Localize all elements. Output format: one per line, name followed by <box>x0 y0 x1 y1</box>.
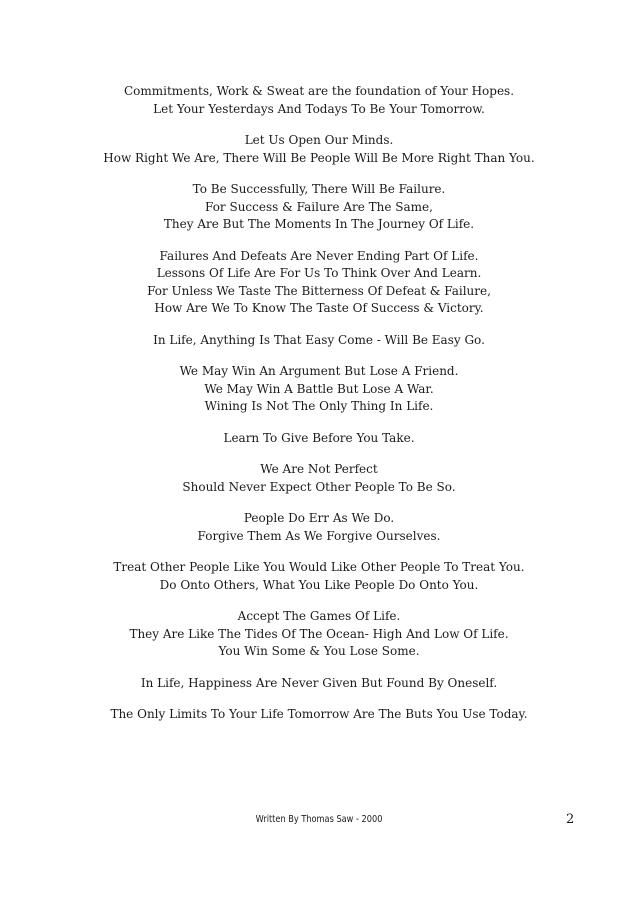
poem-line: Commitments, Work & Sweat are the foundation of Your Hopes. <box>123 84 515 98</box>
poem-body <box>0 83 638 738</box>
poem-line: In Life, Anything Is That Easy Come - Will Be Easy Go. <box>153 332 485 347</box>
poem-line: How Right We Are, There Will Be People Will Be More Right Than You. <box>103 150 535 165</box>
poem-line: For Unless We Taste The Bitterness Of Defeat & Failure, <box>147 283 491 298</box>
poem-line: We Are Not Perfect <box>260 462 378 476</box>
poem-line: Let Us Open Our Minds. <box>244 133 394 147</box>
poem-line: You Win Some & You Lose Some. <box>218 644 420 658</box>
poem-line: Lessons Of Life Are For Us To Think Over And Learn. <box>156 266 482 280</box>
poem-line: Let Your Yesterdays And Todays To Be Your Tomorrow. <box>153 101 485 116</box>
stanza <box>0 332 638 350</box>
poem-line: Should Never Expect Other People To Be So. <box>182 479 456 494</box>
poem-line: Accept The Games Of Life. <box>237 609 401 623</box>
poem-line: The Only Limits To Your Life Tomorrow Are The Buts You Use Today. <box>110 707 528 721</box>
poem-line: How Are We To Know The Taste Of Success & Victory. <box>154 301 484 315</box>
poem-line: For Success & Failure Are The Same, <box>205 199 433 214</box>
poem-line: We May Win A Battle But Lose A War. <box>204 381 434 396</box>
stanza <box>0 559 638 594</box>
stanza <box>0 608 638 661</box>
page-number: 2 <box>566 812 575 827</box>
poem-line: Do Onto Others, What You Like People Do Onto You. <box>159 577 479 592</box>
stanza <box>0 363 638 416</box>
stanza <box>0 706 638 724</box>
stanza <box>0 461 638 496</box>
poem-line: We May Win An Argument But Lose A Friend. <box>179 364 459 378</box>
poem-line: Forgive Them As We Forgive Ourselves. <box>197 528 441 543</box>
poem-line: Failures And Defeats Are Never Ending Part Of Life. <box>159 248 479 263</box>
stanza <box>0 675 638 693</box>
stanza <box>0 83 638 118</box>
stanza <box>0 132 638 167</box>
stanza <box>0 181 638 234</box>
poem-line: Learn To Give Before You Take. <box>223 430 415 445</box>
poem-line: In Life, Happiness Are Never Given But Found By Oneself. <box>140 675 498 690</box>
poem-line: To Be Successfully, There Will Be Failure. <box>192 182 446 196</box>
poem-line: They Are But The Moments In The Journey Of Life. <box>163 217 475 231</box>
poem-line: People Do Err As We Do. <box>243 511 395 525</box>
poem-line: Wining Is Not The Only Thing In Life. <box>204 399 434 413</box>
poem-line: Treat Other People Like You Would Like Other People To Treat You. <box>113 560 525 574</box>
stanza <box>0 510 638 545</box>
poem-line: They Are Like The Tides Of The Ocean- High And Low Of Life. <box>129 626 509 641</box>
stanza <box>0 248 638 318</box>
stanza <box>0 430 638 448</box>
footer-author: Written By Thomas Saw - 2000 <box>255 814 383 825</box>
